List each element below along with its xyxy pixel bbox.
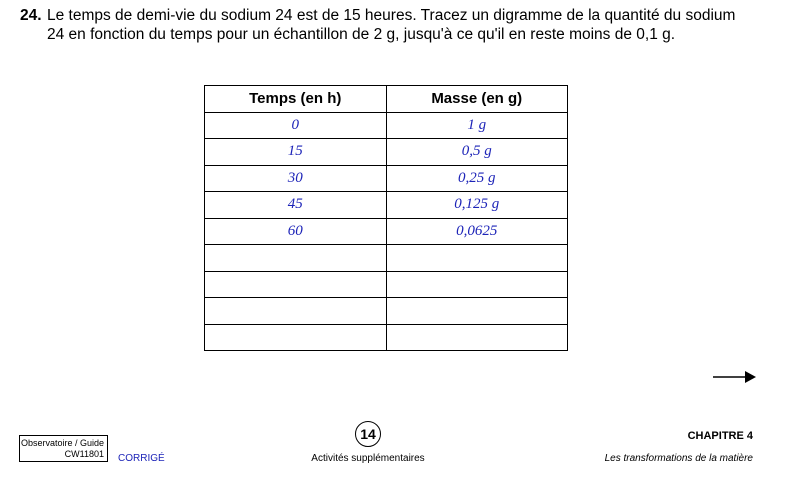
question-text: Le temps de demi-vie du sodium 24 est de 15 heures. Tracez un digramme de la quantité du sodium 24 en fonction du temps pour un échantillon de 2 g, jusqu'à ce qu'il en reste moins de 0,1 g. (47, 7, 736, 43)
guide-code: CW11801 (64, 449, 104, 459)
table-row (205, 218, 568, 245)
cell-temps: 0 (205, 112, 387, 139)
cell-temps: 45 (205, 192, 387, 219)
table-row (205, 112, 568, 139)
cell-masse (386, 298, 568, 325)
cell-masse: 0,25 g (386, 165, 568, 192)
cell-masse (386, 324, 568, 351)
header-masse: Masse (en g) (386, 86, 568, 113)
data-table (204, 85, 568, 351)
cell-temps (205, 271, 387, 298)
cell-temps: 30 (205, 165, 387, 192)
page-number-text: 14 (360, 426, 376, 442)
guide-label: Observatoire / Guide (20, 438, 104, 448)
cell-masse: 0,5 g (386, 139, 568, 166)
cell-temps (205, 324, 387, 351)
cell-masse: 1 g (386, 112, 568, 139)
table-header-row (205, 86, 568, 113)
cell-masse: 0,0625 (386, 218, 568, 245)
table-row-empty (205, 271, 568, 298)
chapter-title: Les transformations de la matière (604, 453, 753, 464)
arrow-right-icon[interactable] (713, 370, 757, 384)
cell-temps (205, 245, 387, 272)
table-row (205, 165, 568, 192)
page-number (355, 421, 381, 447)
guide-reference-box (19, 435, 108, 462)
cell-masse (386, 271, 568, 298)
cell-temps: 15 (205, 139, 387, 166)
cell-masse (386, 245, 568, 272)
chapter-number: CHAPITRE 4 (687, 430, 753, 442)
section-title: Activités supplémentaires (311, 453, 425, 464)
table-row (205, 192, 568, 219)
cell-temps: 60 (205, 218, 387, 245)
header-temps: Temps (en h) (205, 86, 387, 113)
table-row (205, 139, 568, 166)
question-number: 24. (20, 7, 42, 24)
cell-temps (205, 298, 387, 325)
cell-masse: 0,125 g (386, 192, 568, 219)
table-row-empty (205, 245, 568, 272)
corrige-label: CORRIGÉ (118, 453, 165, 464)
table-row-empty (205, 324, 568, 351)
table-row-empty (205, 298, 568, 325)
